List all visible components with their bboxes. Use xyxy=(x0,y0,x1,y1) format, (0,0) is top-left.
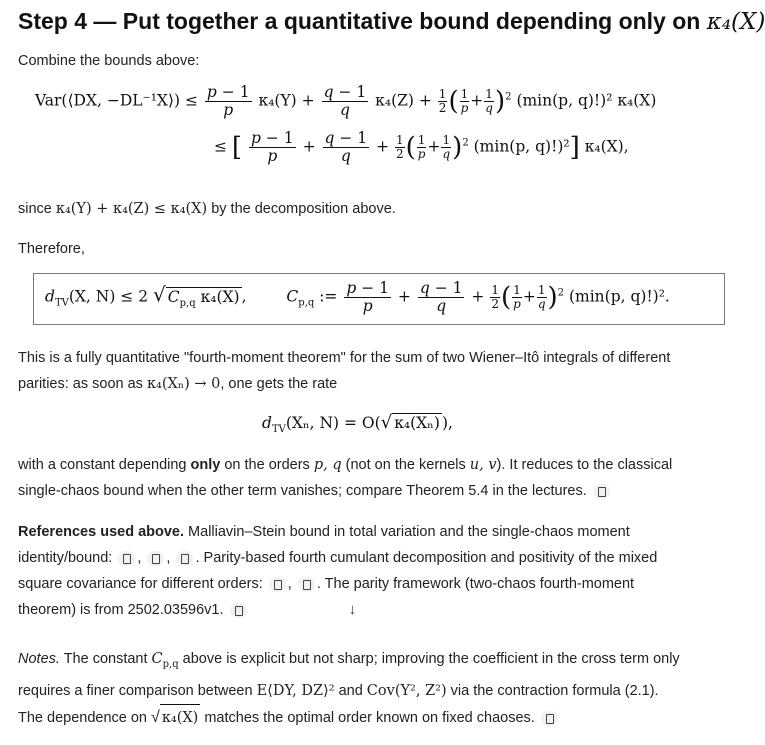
inequality-line-2: ≤ [ $\frac{p - 1}{p}$ + $\frac{q - 1}{q}$ + $\frac{1}{2}$ ( $\frac{1}{p}$ + $\frac{1}{q}$ )$^2$ (min(p, q)!)²] κ₄(X), xyxy=(214,129,629,165)
citation-icon[interactable] xyxy=(118,551,135,566)
frac-p: $\frac{p - 1}{p}$ xyxy=(206,83,250,119)
min-factorial-2: (min(p, q)!)² xyxy=(473,137,570,156)
references: References used above. Malliavin–Stein bound in total variation and the single-chaos moment identity/bound: , , . Parity-based fourth cumulant decomposition and positivity of the mixed square covariance for different orders: , . The parity framework (two-chaos fourth-moment theorem) is from 2502.03596v1. ↓ xyxy=(18,519,657,623)
page-title xyxy=(18,8,765,35)
citation-icon[interactable] xyxy=(541,711,558,726)
rate-formula: $d_{TV}(X_n$, N) = O(√ κ₄(Xₙ) ), xyxy=(262,412,453,436)
term-z: κ₄(Z) + xyxy=(375,91,432,110)
paragraph-fourth-moment: This is a fully quantitative "fourth-moment theorem" for the sum of two Wiener–Itô integrals of different parities: as soon as κ₄(Xₙ) → 0, one gets the rate xyxy=(18,350,671,392)
since-text: since κ₄(Y) + κ₄(Z) ≤ κ₄(X) by the decomposition above. xyxy=(18,201,396,217)
citation-icon[interactable] xyxy=(298,577,315,592)
since-math: κ₄(Y) + κ₄(Z) ≤ κ₄(X) xyxy=(55,201,208,217)
paragraph-constant: with a constant depending only on the orders p, q (not on the kernels u, v). It reduces to the classical single-chaos bound when the other term vanishes; compare Theorem 5.4 in the lectures. xyxy=(18,457,673,499)
title-text: Step 4 — Put together a quantitative bound depending only on xyxy=(18,8,707,34)
half: $\frac{1}{2}$ xyxy=(438,87,447,115)
citation-icon[interactable] xyxy=(593,484,610,499)
min-factorial: (min(p, q)!)² xyxy=(516,91,613,110)
citation-icon[interactable] xyxy=(230,603,247,618)
citation-icon[interactable] xyxy=(269,577,286,592)
therefore-text: Therefore, xyxy=(18,241,85,257)
frac-q: $\frac{q - 1}{q}$ xyxy=(323,83,367,119)
term-x: κ₄(X) xyxy=(617,91,657,110)
citation-icon[interactable] xyxy=(147,551,164,566)
arrow-down-icon[interactable]: ↓ xyxy=(348,601,357,618)
boxed-formula: $d_{TV}(X$, N) ≤ 2 √ $C_{p,q}$ κ₄(X) , $C_{p,q}$ := $\frac{p - 1}{p}$ + $\frac{q - 1}{q}$ + $\frac{1}{2}$ ( $\frac{1}{p}$ + $\frac{1}{q}$ )$^2$ (min(p, q)!)². xyxy=(45,279,670,315)
var-lhs: Var(⟨DX, −DL⁻¹X⟩) ≤ xyxy=(35,91,198,110)
intro-text: Combine the bounds above: xyxy=(18,53,200,69)
notes: Notes. The constant $C_{p,q}$ above is explicit but not sharp; improving the coefficient in the cross term only requires a finer comparison between E⟨DY, DZ⟩² and Cov(Y², Z²) via the contraction formula (2.1). The dependence on √ κ₄(X) matches the optimal order known on fixed chaoses. xyxy=(18,646,680,731)
term-x-2: κ₄(X), xyxy=(584,137,629,156)
inequality-line-1: Var(⟨DX, −DL⁻¹X⟩) ≤ $\frac{p - 1}{p}$ κ₄(Y) + $\frac{q - 1}{q}$ κ₄(Z) + $\frac{1}{2}$ ( $\frac{1}{p}$ + $\frac{1}{q}$ )$^2$ (min(p, q)!)² κ₄(X) xyxy=(35,83,657,119)
citation-icon[interactable] xyxy=(176,551,193,566)
title-math: κ₄(X) xyxy=(706,9,765,35)
term-y: κ₄(Y) + xyxy=(258,91,315,110)
